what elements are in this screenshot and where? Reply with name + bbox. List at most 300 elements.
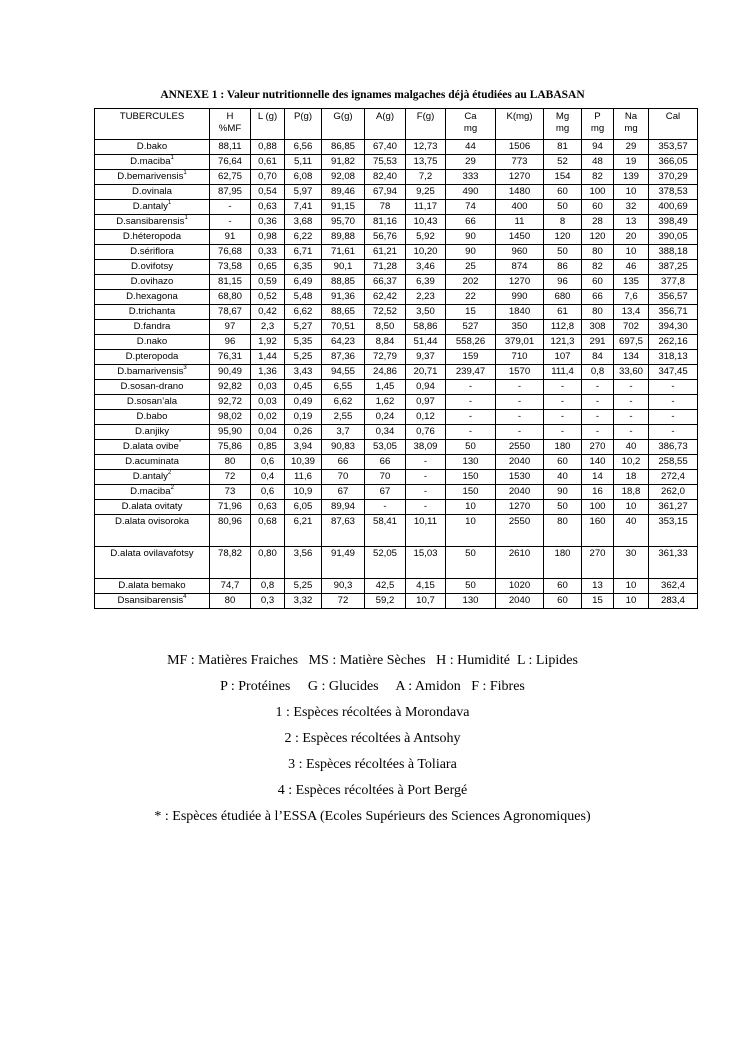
species-name: D.bemarivensis — [117, 171, 184, 182]
species-cell — [95, 200, 210, 215]
value-cell: 95,90 — [210, 425, 251, 440]
species-cell — [95, 230, 210, 245]
species-cell — [95, 395, 210, 410]
value-cell: 100 — [582, 185, 614, 200]
value-cell: - — [544, 410, 582, 425]
value-cell: 5,25 — [285, 350, 322, 365]
value-cell: 42,5 — [365, 579, 406, 594]
species-cell — [95, 275, 210, 290]
value-cell: 5,35 — [285, 335, 322, 350]
column-header-label: P — [594, 111, 601, 122]
value-cell: 0,63 — [251, 200, 285, 215]
value-cell: 82 — [582, 170, 614, 185]
column-header — [614, 109, 649, 140]
value-cell: 4,15 — [406, 579, 446, 594]
value-cell: 3,7 — [322, 425, 365, 440]
value-cell: 1480 — [496, 185, 544, 200]
value-cell: 15,03 — [406, 547, 446, 579]
column-header — [406, 109, 446, 140]
value-cell: 5,97 — [285, 185, 322, 200]
value-cell: - — [582, 380, 614, 395]
species-name: D.nako — [136, 336, 168, 347]
value-cell: 40 — [614, 515, 649, 547]
value-cell: 62,42 — [365, 290, 406, 305]
table-row — [95, 380, 698, 395]
value-cell: 202 — [446, 275, 496, 290]
column-header — [582, 109, 614, 140]
value-cell: 76,31 — [210, 350, 251, 365]
table-row — [95, 594, 698, 609]
value-cell: 5,27 — [285, 320, 322, 335]
value-cell: 88,11 — [210, 140, 251, 155]
value-cell: 11 — [496, 215, 544, 230]
value-cell: 44 — [446, 140, 496, 155]
value-cell: 61,21 — [365, 245, 406, 260]
value-cell: 6,05 — [285, 500, 322, 515]
table-row — [95, 275, 698, 290]
species-name: D.anjiky — [134, 426, 170, 437]
value-cell: 50 — [544, 500, 582, 515]
value-cell: 18,8 — [614, 485, 649, 500]
value-cell: 14 — [582, 470, 614, 485]
value-cell: - — [614, 380, 649, 395]
value-cell: 0,42 — [251, 305, 285, 320]
table-body — [95, 140, 698, 609]
value-cell: 1270 — [496, 170, 544, 185]
value-cell: 90 — [446, 230, 496, 245]
value-cell: 78,67 — [210, 305, 251, 320]
value-cell: 60 — [544, 455, 582, 470]
value-cell: 0,59 — [251, 275, 285, 290]
column-header — [649, 109, 698, 140]
value-cell: 18 — [614, 470, 649, 485]
value-cell: 270 — [582, 547, 614, 579]
value-cell: 6,62 — [322, 395, 365, 410]
value-cell: 8,50 — [365, 320, 406, 335]
value-cell: 3,56 — [285, 547, 322, 579]
value-cell: 1270 — [496, 275, 544, 290]
value-cell: 5,48 — [285, 290, 322, 305]
value-cell: 56,76 — [365, 230, 406, 245]
value-cell: - — [446, 395, 496, 410]
value-cell: 0,8 — [251, 579, 285, 594]
species-cell — [95, 290, 210, 305]
table-row — [95, 200, 698, 215]
species-cell — [95, 140, 210, 155]
value-cell: - — [406, 470, 446, 485]
species-name: D.fandra — [133, 321, 171, 332]
value-cell: 29 — [614, 140, 649, 155]
value-cell: 90,3 — [322, 579, 365, 594]
column-header — [446, 109, 496, 140]
species-name: D.antaly — [132, 471, 168, 482]
value-cell: 10,43 — [406, 215, 446, 230]
value-cell: 6,35 — [285, 260, 322, 275]
value-cell: 76,68 — [210, 245, 251, 260]
value-cell: 81 — [544, 140, 582, 155]
legend-abbreviations-1: MF : Matières Fraiches MS : Matière Sèches H : Humidité L : Lipides — [167, 653, 578, 668]
value-cell: 1270 — [496, 500, 544, 515]
species-name: D.sansibarensis — [116, 216, 185, 227]
value-cell: 2550 — [496, 515, 544, 547]
value-cell: 59,2 — [365, 594, 406, 609]
value-cell: 272,4 — [649, 470, 698, 485]
value-cell: 0,3 — [251, 594, 285, 609]
value-cell: 6,08 — [285, 170, 322, 185]
value-cell: 10,2 — [614, 455, 649, 470]
value-cell: 1,44 — [251, 350, 285, 365]
species-cell — [95, 245, 210, 260]
value-cell: 353,15 — [649, 515, 698, 547]
column-header — [322, 109, 365, 140]
species-footnote-mark: 1 — [167, 200, 172, 206]
table-row — [95, 410, 698, 425]
value-cell: 6,56 — [285, 140, 322, 155]
species-name: D.alata ovibe — [122, 441, 179, 452]
value-cell: 6,49 — [285, 275, 322, 290]
value-cell: - — [649, 395, 698, 410]
value-cell: 20 — [614, 230, 649, 245]
value-cell: 1530 — [496, 470, 544, 485]
value-cell: 10,7 — [406, 594, 446, 609]
value-cell: 0,04 — [251, 425, 285, 440]
value-cell: 89,94 — [322, 500, 365, 515]
value-cell: 91,82 — [322, 155, 365, 170]
value-cell: 70 — [322, 470, 365, 485]
value-cell: - — [446, 380, 496, 395]
species-name: D.antaly — [132, 201, 168, 212]
value-cell: - — [649, 380, 698, 395]
value-cell: 64,23 — [322, 335, 365, 350]
value-cell: 74 — [446, 200, 496, 215]
value-cell: 710 — [496, 350, 544, 365]
species-cell — [95, 260, 210, 275]
value-cell: - — [649, 410, 698, 425]
value-cell: 10 — [614, 594, 649, 609]
column-header-label: F(g) — [416, 111, 435, 122]
value-cell: 270 — [582, 440, 614, 455]
value-cell: - — [614, 395, 649, 410]
species-cell — [95, 155, 210, 170]
value-cell: - — [496, 395, 544, 410]
legend-abbreviations-2: P : Protéines G : Glucides A : Amidon F : Fibres — [220, 679, 525, 694]
value-cell: 32 — [614, 200, 649, 215]
value-cell: 72 — [322, 594, 365, 609]
value-cell: 67 — [322, 485, 365, 500]
value-cell: 333 — [446, 170, 496, 185]
value-cell: - — [446, 410, 496, 425]
column-header-label: P(g) — [293, 111, 313, 122]
value-cell: 51,44 — [406, 335, 446, 350]
table-row — [95, 515, 698, 547]
species-name: D.maciba — [130, 156, 171, 167]
column-header — [365, 109, 406, 140]
value-cell: 112,8 — [544, 320, 582, 335]
column-header — [95, 109, 210, 140]
value-cell: 2,55 — [322, 410, 365, 425]
value-cell: 2040 — [496, 485, 544, 500]
table-row — [95, 140, 698, 155]
value-cell: 9,37 — [406, 350, 446, 365]
value-cell: 390,05 — [649, 230, 698, 245]
value-cell: 960 — [496, 245, 544, 260]
value-cell: 160 — [582, 515, 614, 547]
table-row — [95, 365, 698, 380]
value-cell: 16 — [582, 485, 614, 500]
value-cell: - — [544, 425, 582, 440]
table-row — [95, 350, 698, 365]
value-cell: 72,79 — [365, 350, 406, 365]
value-cell: 80 — [210, 455, 251, 470]
value-cell: 88,65 — [322, 305, 365, 320]
table-row — [95, 260, 698, 275]
value-cell: 370,29 — [649, 170, 698, 185]
value-cell: 0,45 — [285, 380, 322, 395]
value-cell: 558,26 — [446, 335, 496, 350]
value-cell: 0,85 — [251, 440, 285, 455]
value-cell: 0,94 — [406, 380, 446, 395]
table-row — [95, 170, 698, 185]
species-footnote-mark: 2 — [170, 485, 174, 491]
species-cell — [95, 320, 210, 335]
value-cell: 12,73 — [406, 140, 446, 155]
table-row — [95, 500, 698, 515]
value-cell: 71,61 — [322, 245, 365, 260]
column-header — [285, 109, 322, 140]
value-cell: 87,36 — [322, 350, 365, 365]
value-cell: 80,96 — [210, 515, 251, 547]
value-cell: 13 — [582, 579, 614, 594]
column-header — [544, 109, 582, 140]
value-cell: 73,58 — [210, 260, 251, 275]
value-cell: 72 — [210, 470, 251, 485]
value-cell: 13,75 — [406, 155, 446, 170]
value-cell: - — [496, 380, 544, 395]
value-cell: 76,64 — [210, 155, 251, 170]
value-cell: 67,40 — [365, 140, 406, 155]
value-cell: 50 — [446, 579, 496, 594]
value-cell: 90 — [544, 485, 582, 500]
value-cell: - — [649, 425, 698, 440]
species-name: Dsansibarensis — [117, 595, 184, 606]
legend-note-antsohy: 2 : Espèces récoltées à Antsohy — [284, 731, 461, 746]
value-cell: 20,71 — [406, 365, 446, 380]
value-cell: 150 — [446, 470, 496, 485]
value-cell: 96 — [210, 335, 251, 350]
value-cell: 80 — [582, 245, 614, 260]
species-name: D.ovinala — [132, 186, 172, 197]
column-header-unit: mg — [590, 123, 605, 134]
value-cell: 15 — [446, 305, 496, 320]
table-header-row — [95, 109, 698, 140]
species-name: D.sériflora — [130, 246, 174, 257]
species-name: D.maciba — [130, 486, 171, 497]
table-row — [95, 579, 698, 594]
value-cell: 73 — [210, 485, 251, 500]
value-cell: - — [210, 215, 251, 230]
species-cell — [95, 185, 210, 200]
value-cell: 130 — [446, 455, 496, 470]
value-cell: 81,15 — [210, 275, 251, 290]
value-cell: 52 — [544, 155, 582, 170]
value-cell: 74,7 — [210, 579, 251, 594]
value-cell: 0,33 — [251, 245, 285, 260]
value-cell: 159 — [446, 350, 496, 365]
species-name: D.bako — [136, 141, 168, 152]
species-cell — [95, 215, 210, 230]
species-cell — [95, 579, 210, 594]
value-cell: 0,02 — [251, 410, 285, 425]
value-cell: 3,43 — [285, 365, 322, 380]
table-row — [95, 485, 698, 500]
value-cell: 86,85 — [322, 140, 365, 155]
value-cell: 13,4 — [614, 305, 649, 320]
species-name: D.ovifotsy — [130, 261, 174, 272]
value-cell: 70,51 — [322, 320, 365, 335]
column-header-label: Mg — [555, 111, 570, 122]
value-cell: 89,46 — [322, 185, 365, 200]
column-header-label: TUBERCULES — [119, 111, 185, 122]
value-cell: 66 — [322, 455, 365, 470]
value-cell: 10 — [614, 579, 649, 594]
value-cell: 140 — [582, 455, 614, 470]
table-row — [95, 320, 698, 335]
value-cell: 9,25 — [406, 185, 446, 200]
value-cell: 8,84 — [365, 335, 406, 350]
value-cell: 50 — [544, 245, 582, 260]
value-cell: 258,55 — [649, 455, 698, 470]
value-cell: 0,8 — [582, 365, 614, 380]
species-footnote-mark: 4 — [183, 594, 187, 600]
value-cell: 0,03 — [251, 380, 285, 395]
value-cell: 25 — [446, 260, 496, 275]
legend-note-morondava: 1 : Espèces récoltées à Morondava — [275, 705, 470, 720]
value-cell: 120 — [544, 230, 582, 245]
value-cell: 0,49 — [285, 395, 322, 410]
value-cell: 379,01 — [496, 335, 544, 350]
value-cell: 1,92 — [251, 335, 285, 350]
column-header-label: Cal — [665, 111, 681, 122]
value-cell: 398,49 — [649, 215, 698, 230]
value-cell: 10 — [614, 500, 649, 515]
value-cell: 1570 — [496, 365, 544, 380]
value-cell: 262,16 — [649, 335, 698, 350]
table-row — [95, 425, 698, 440]
value-cell: 283,4 — [649, 594, 698, 609]
value-cell: 67 — [365, 485, 406, 500]
value-cell: 82,40 — [365, 170, 406, 185]
value-cell: 362,4 — [649, 579, 698, 594]
value-cell: 61 — [544, 305, 582, 320]
value-cell: 2550 — [496, 440, 544, 455]
value-cell: 490 — [446, 185, 496, 200]
value-cell: 0,12 — [406, 410, 446, 425]
value-cell: 6,62 — [285, 305, 322, 320]
value-cell: 400 — [496, 200, 544, 215]
value-cell: 6,22 — [285, 230, 322, 245]
value-cell: 5,25 — [285, 579, 322, 594]
species-cell — [95, 170, 210, 185]
value-cell: 1450 — [496, 230, 544, 245]
table-row — [95, 470, 698, 485]
column-header-unit: mg — [624, 123, 638, 134]
value-cell: 40 — [614, 440, 649, 455]
column-header — [251, 109, 285, 140]
species-cell — [95, 335, 210, 350]
value-cell: 92,82 — [210, 380, 251, 395]
column-header — [210, 109, 251, 140]
species-name: D.sosan’ala — [126, 396, 178, 407]
column-header-unit: mg — [463, 123, 478, 134]
table-row — [95, 395, 698, 410]
species-name: D.acuminata — [125, 456, 179, 467]
value-cell: 95,70 — [322, 215, 365, 230]
value-cell: 378,53 — [649, 185, 698, 200]
value-cell: 75,53 — [365, 155, 406, 170]
value-cell: 239,47 — [446, 365, 496, 380]
species-cell — [95, 305, 210, 320]
value-cell: - — [446, 425, 496, 440]
value-cell: 874 — [496, 260, 544, 275]
value-cell: 353,57 — [649, 140, 698, 155]
value-cell: - — [582, 410, 614, 425]
table-row — [95, 290, 698, 305]
value-cell: 0,97 — [406, 395, 446, 410]
value-cell: 347,45 — [649, 365, 698, 380]
column-header-unit: %MF — [218, 123, 242, 134]
value-cell: 87,63 — [322, 515, 365, 547]
species-cell — [95, 365, 210, 380]
value-cell: 75,86 — [210, 440, 251, 455]
value-cell: - — [496, 425, 544, 440]
value-cell: 60 — [582, 200, 614, 215]
value-cell: 28 — [582, 215, 614, 230]
value-cell: 377,8 — [649, 275, 698, 290]
value-cell: 91,36 — [322, 290, 365, 305]
column-header-label: A(g) — [375, 111, 395, 122]
value-cell: 361,27 — [649, 500, 698, 515]
value-cell: 6,39 — [406, 275, 446, 290]
value-cell: 2040 — [496, 594, 544, 609]
value-cell: 91,49 — [322, 547, 365, 579]
value-cell: 66 — [446, 215, 496, 230]
value-cell: 90 — [446, 245, 496, 260]
value-cell: 1840 — [496, 305, 544, 320]
column-header-label: K(mg) — [506, 111, 533, 122]
value-cell: 60 — [544, 185, 582, 200]
value-cell: 2040 — [496, 455, 544, 470]
value-cell: 10,20 — [406, 245, 446, 260]
value-cell: 361,33 — [649, 547, 698, 579]
value-cell: 50 — [446, 440, 496, 455]
value-cell: 68,80 — [210, 290, 251, 305]
value-cell: 48 — [582, 155, 614, 170]
annex-title: ANNEXE 1 : Valeur nutritionnelle des ignames malgaches déjà étudiées au LABASAN — [160, 89, 585, 101]
column-header-unit: mg — [555, 123, 570, 134]
value-cell: - — [582, 425, 614, 440]
table-row — [95, 440, 698, 455]
value-cell: 0,68 — [251, 515, 285, 547]
table-row — [95, 155, 698, 170]
value-cell: 10 — [614, 185, 649, 200]
value-cell: 0,98 — [251, 230, 285, 245]
value-cell: 6,55 — [322, 380, 365, 395]
value-cell: 2,3 — [251, 320, 285, 335]
value-cell: 130 — [446, 594, 496, 609]
value-cell: 90,49 — [210, 365, 251, 380]
value-cell: 10 — [446, 515, 496, 547]
value-cell: 10,39 — [285, 455, 322, 470]
